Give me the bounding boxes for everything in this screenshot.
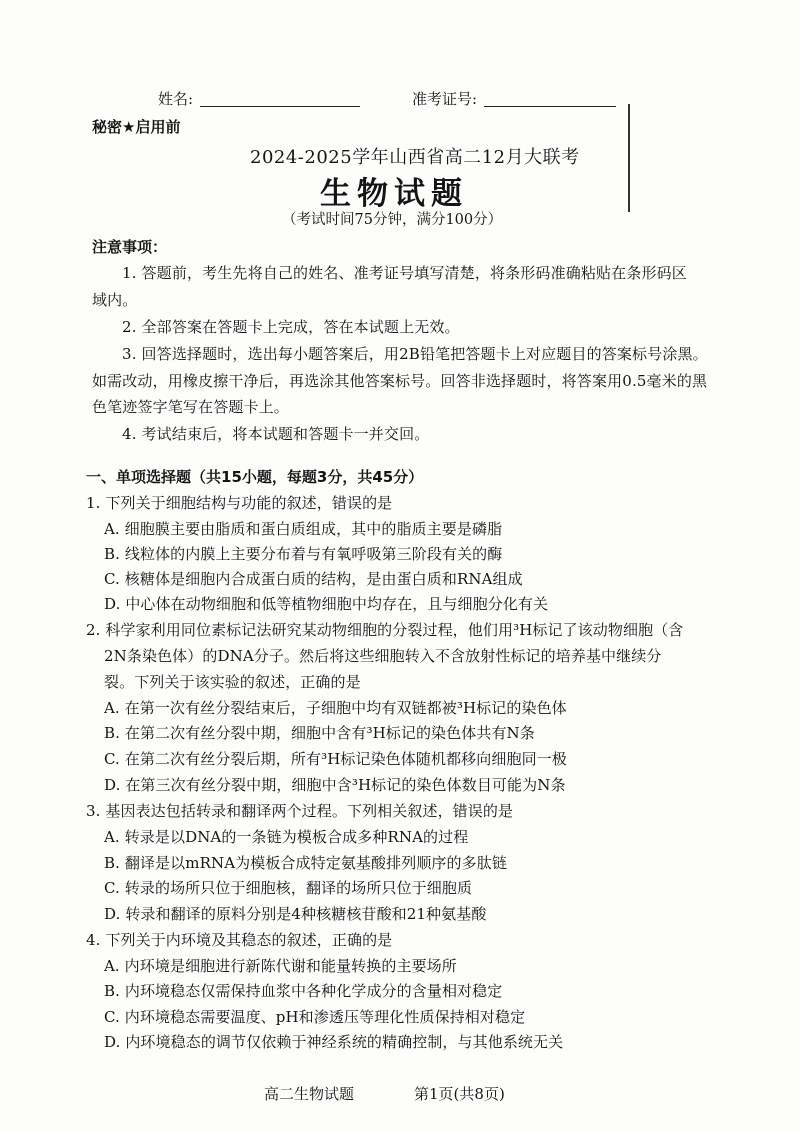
note-line: 3. 回答选择题时，选出每小题答案后，用2B铅笔把答题卡上对应题目的答案标号涂黑。 [122,345,708,363]
secret-mark: 秘密★启用前 [92,118,181,136]
section-heading: 一、单项选择题（共15小题，每题3分，共45分） [86,468,424,486]
question-option: B. 线粒体的内膜上主要分布着与有氧呼吸第三阶段有关的酶 [104,545,503,563]
note-line: 色笔迹签字笔写在答题卡上。 [92,398,289,416]
exam-id-underline [484,106,616,107]
question-stem: 2. 科学家利用同位素标记法研究某动物细胞的分裂过程，他们用³H标记了该动物细胞（含 [86,621,684,639]
question-option: C. 核糖体是细胞内合成蛋白质的结构，是由蛋白质和RNA组成 [104,570,523,588]
question-option: A. 细胞膜主要由脂质和蛋白质组成，其中的脂质主要是磷脂 [104,520,503,538]
note-line: 4. 考试结束后，将本试题和答题卡一并交回。 [122,425,430,443]
footer-page-number: 第1页(共8页) [414,1085,505,1103]
question-option: B. 翻译是以mRNA为模板合成特定氨基酸排列顺序的多肽链 [104,854,507,872]
question-option: A. 内环境是细胞进行新陈代谢和能量转换的主要场所 [104,957,457,975]
question-stem: 4. 下列关于内环境及其稳态的叙述，正确的是 [86,931,393,949]
note-line: 域内。 [92,291,138,309]
name-underline [200,106,360,107]
question-option: B. 在第二次有丝分裂中期，细胞中含有³H标记的染色体共有N条 [104,724,535,742]
question-option: D. 在第三次有丝分裂中期，细胞中含³H标记的染色体数目可能为N条 [104,776,566,794]
question-option: A. 转录是以DNA的一条链为模板合成多种RNA的过程 [104,828,469,846]
name-label: 姓名: [158,90,194,108]
question-option: B. 内环境稳态仅需保持血浆中各种化学成分的含量相对稳定 [104,982,503,1000]
question-stem: 3. 基因表达包括转录和翻译两个过程。下列相关叙述，错误的是 [86,802,514,820]
note-line: 1. 答题前，考生先将自己的姓名、准考证号填写清楚，将条形码准确粘贴在条形码区 [122,264,687,282]
exam-title: 2024-2025学年山西省高二12月大联考 [250,147,580,168]
note-line: 如需改动，用橡皮擦干净后，再选涂其他答案标号。回答非选择题时，将答案用0.5毫米的黑 [92,372,708,390]
binding-box-line [628,104,630,212]
subject-title: 生物试题 [320,176,468,212]
question-option: D. 内环境稳态的调节仅依赖于神经系统的精确控制，与其他系统无关 [104,1033,564,1051]
footer-subject: 高二生物试题 [264,1085,355,1103]
question-option: C. 在第二次有丝分裂后期，所有³H标记染色体随机都移向细胞同一极 [104,750,567,768]
question-option: A. 在第一次有丝分裂结束后，子细胞中均有双链都被³H标记的染色体 [104,699,567,717]
question-option: C. 内环境稳态需要温度、pH和渗透压等理化性质保持相对稳定 [104,1008,526,1026]
question-option: D. 转录和翻译的原料分别是4种核糖核苷酸和21种氨基酸 [104,905,487,923]
note-line: 2. 全部答案在答题卡上完成，答在本试题上无效。 [122,318,460,336]
question-stem: 裂。下列关于该实验的叙述，正确的是 [104,673,361,691]
exam-meta: （考试时间75分钟，满分100分） [282,212,503,228]
notes-heading: 注意事项： [92,238,168,256]
exam-id-label: 准考证号: [412,90,478,108]
question-option: D. 中心体在动物细胞和低等植物细胞中均存在，且与细胞分化有关 [104,595,549,613]
question-stem: 2N条染色体）的DNA分子。然后将这些细胞转入不含放射性标记的培养基中继续分 [104,647,662,665]
question-option: C. 转录的场所只位于细胞核，翻译的场所只位于细胞质 [104,879,473,897]
question-stem: 1. 下列关于细胞结构与功能的叙述，错误的是 [86,494,393,512]
